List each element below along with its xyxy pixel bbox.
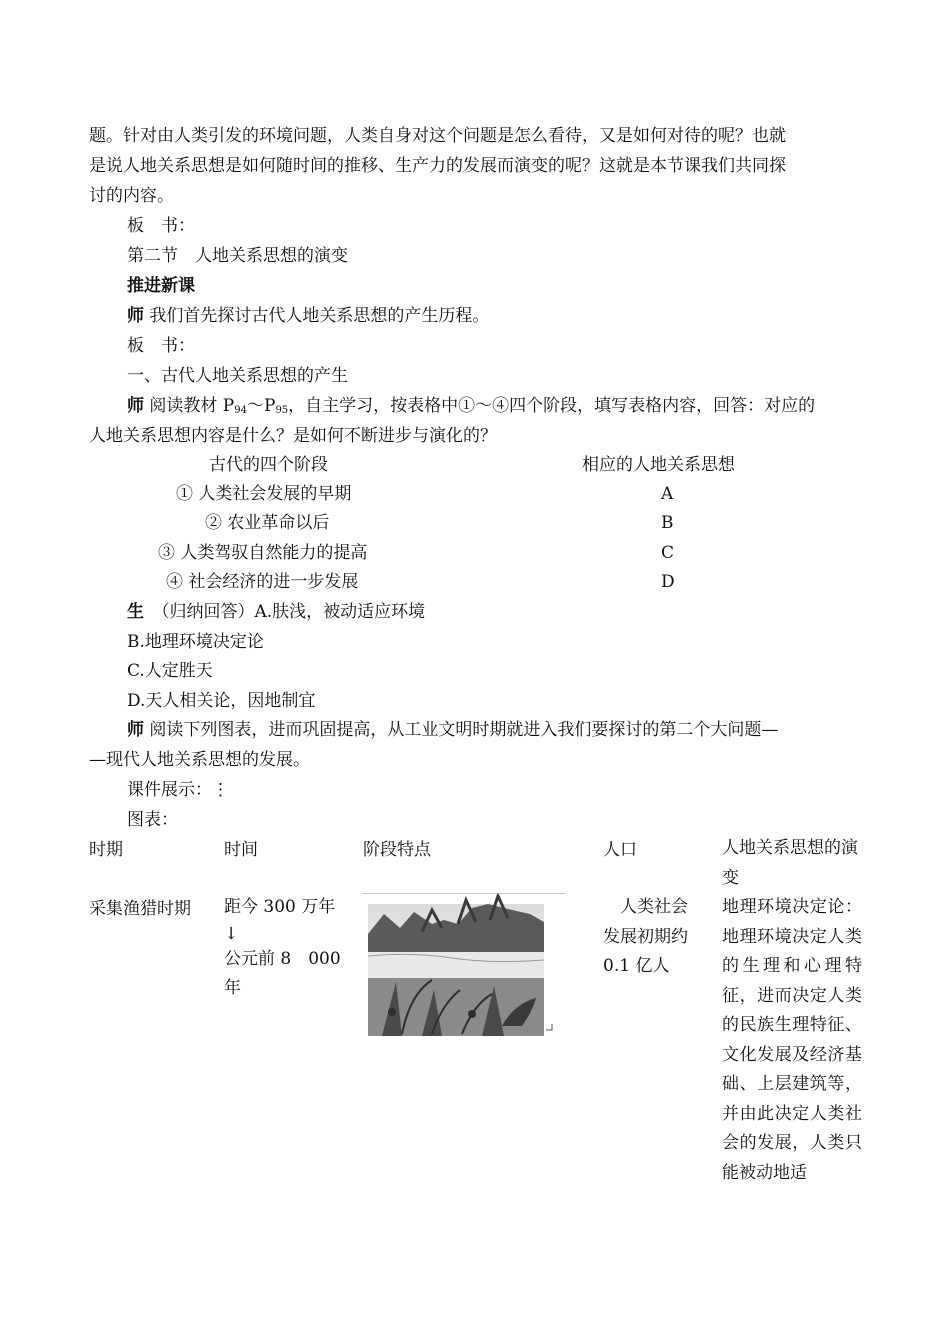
teacher-label: 师 xyxy=(127,306,144,326)
teacher-text: 阅读下列图表，进而巩固提高，从工业文明时期就进入我们要探讨的第二个大问题— xyxy=(144,720,779,740)
table-header-period: 时期 xyxy=(89,840,123,860)
stage-cell: ① 人类社会发展的早期 xyxy=(176,484,352,504)
landscape-drawing xyxy=(362,894,565,1042)
time-end: 公元前 8 000 年 xyxy=(224,948,341,998)
answer-line: C.人定胜天 xyxy=(127,661,213,681)
table-cell-thought: 地理环境决定论：地理环境决定人类的生理和心理特征，进而决定人类的民族生理特征、文化发展及经济基础、上层建筑等，并由此决定人类社会的发展，人类只能被动地适 xyxy=(722,897,862,1183)
answer-line: B.地理环境决定论 xyxy=(127,632,264,652)
idea-cell: C xyxy=(661,543,675,563)
board-label: 板 书： xyxy=(127,336,195,356)
student-line xyxy=(127,602,425,622)
teacher-line xyxy=(127,306,489,326)
table-header-thought: 人地关系思想的演变 xyxy=(722,838,858,888)
idea-cell: D xyxy=(661,572,675,592)
idea-cell: B xyxy=(661,513,674,533)
paragraph-line: 是说人地关系思想是如何随时间的推移、生产力的发展而演变的呢？这就是本节课我们共同探 xyxy=(89,156,786,176)
table-cell-time xyxy=(224,893,349,1004)
advance-heading: 推进新课 xyxy=(127,276,195,296)
paragraph-line: 题。针对由人类引发的环境问题，人类自身对这个问题是怎么看待，又是如何对待的呢？也就 xyxy=(89,126,786,146)
table-header-time: 时间 xyxy=(224,840,258,860)
page-subscript: 94 xyxy=(234,405,247,416)
student-label: 生 xyxy=(127,602,144,622)
teacher-label: 师 xyxy=(127,396,144,416)
time-start: 距今 300 万年 xyxy=(224,897,336,917)
teacher-text: ～P xyxy=(246,396,276,416)
stage-cell: ③ 人类驾驭自然能力的提高 xyxy=(158,543,368,563)
paragraph-line: 人地关系思想内容是什么？是如何不断进步与演化的？ xyxy=(89,426,497,446)
stage-cell: ④ 社会经济的进一步发展 xyxy=(166,572,359,592)
table-header-population: 人口 xyxy=(603,840,637,860)
teacher-text: 阅读教材 P xyxy=(144,396,235,416)
down-arrow-icon: ↓ xyxy=(224,923,239,944)
chart-label: 图表： xyxy=(127,810,178,830)
idea-cell: A xyxy=(661,484,674,504)
hunting-gathering-illustration xyxy=(362,893,565,1042)
table-cell-period: 采集渔猎时期 xyxy=(89,899,191,919)
teacher-label: 师 xyxy=(127,720,144,740)
teacher-line xyxy=(127,720,778,740)
teacher-text: 我们首先探讨古代人地关系思想的产生历程。 xyxy=(144,306,490,326)
teacher-line xyxy=(127,396,815,421)
answer-line: D.天人相关论，因地制宜 xyxy=(127,691,316,711)
table-header-feature: 阶段特点 xyxy=(363,840,431,860)
paragraph-line: 讨的内容。 xyxy=(89,186,174,206)
subheading: 一、古代人地关系思想的产生 xyxy=(127,366,348,386)
stage-table-header-left: 古代的四个阶段 xyxy=(209,455,328,475)
board-label: 板 书： xyxy=(127,216,195,236)
paragraph-line: —现代人地关系思想的发展。 xyxy=(89,750,310,770)
table-cell-population: 人类社会发展初期约 0.1 亿人 xyxy=(603,897,688,976)
section-title: 第二节 人地关系思想的演变 xyxy=(127,246,348,266)
stage-cell: ② 农业革命以后 xyxy=(205,513,330,533)
teacher-text: ，自主学习，按表格中①～④四个阶段，填写表格内容，回答：对应的 xyxy=(288,396,816,416)
page-subscript: 95 xyxy=(275,405,289,416)
courseware-label: 课件展示：⋮ xyxy=(127,780,229,800)
student-text: （归纳回答）A.肤浅，被动适应环境 xyxy=(161,602,426,622)
stage-table-header-right: 相应的人地关系思想 xyxy=(582,455,735,475)
